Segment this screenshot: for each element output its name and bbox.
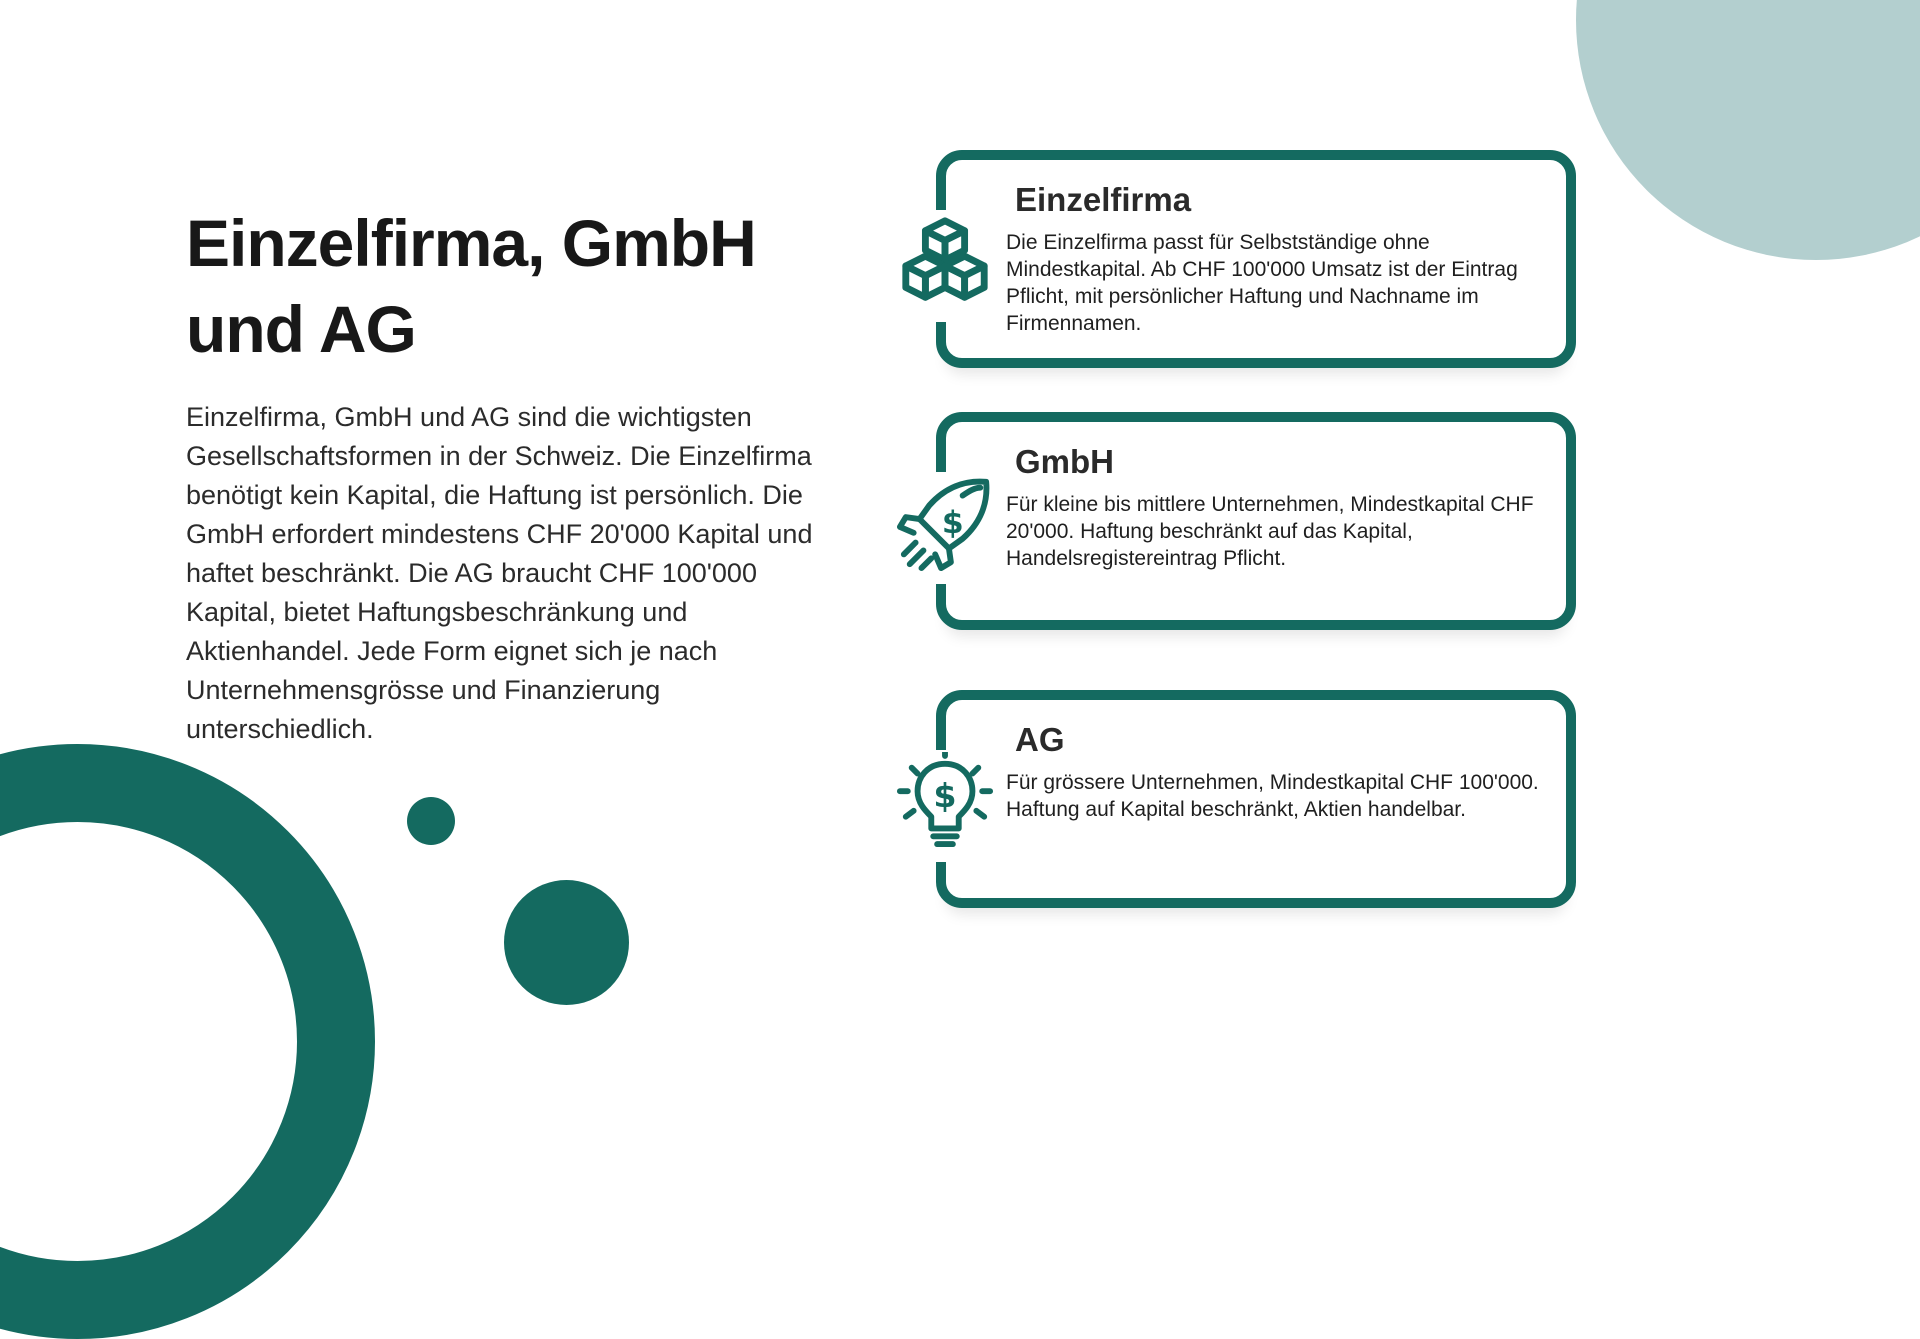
svg-text:$: $ xyxy=(941,504,964,541)
page-title: Einzelfirma, GmbH und AG xyxy=(186,206,756,366)
cubes-icon xyxy=(896,213,994,311)
card-text-gmbh: Für kleine bis mittlere Unternehmen, Mindestkapital CHF 20'000. Haftung beschränkt auf das Kapital, Handelsregistereintrag Pflicht. xyxy=(1006,493,1534,570)
decorative-dot-large xyxy=(504,880,629,1005)
intro-paragraph: Einzelfirma, GmbH und AG sind die wichtigsten Gesellschaftsformen in der Schweiz. Die Einzelfirma benötigt kein Kapital, die Haftung ist persönlich. Die GmbH erfordert mindestens CHF 20'000 Kapital und haftet beschränkt. Die AG braucht CHF 100'000 Kapital, bietet Haftungsbeschränkung und Aktienhandel. Jede Form eignet sich je nach Unternehmensgrösse und Finanzierung unterschiedlich. xyxy=(186,402,813,744)
card-title-gmbh: GmbH xyxy=(1015,443,1114,480)
card-text-einzelfirma: Die Einzelfirma passt für Selbstständige ohne Mindestkapital. Ab CHF 100'000 Umsatz ist der Eintrag Pflicht, mit persönlicher Haftung und Nachname im Firmennamen. xyxy=(1006,231,1518,335)
decorative-dot-small xyxy=(407,797,455,845)
card-text-ag: Für grössere Unternehmen, Mindestkapital CHF 100'000. Haftung auf Kapital beschränkt, Aktien handelbar. xyxy=(1006,771,1539,821)
card-title-ag: AG xyxy=(1015,721,1065,758)
decorative-circle-top-right xyxy=(1576,0,1920,260)
decorative-ring-bottom-left xyxy=(0,744,375,1339)
lightbulb-dollar-icon xyxy=(896,752,994,850)
rocket-dollar-icon xyxy=(896,474,994,572)
card-title-einzelfirma: Einzelfirma xyxy=(1015,181,1192,218)
svg-text:$: $ xyxy=(933,775,957,815)
